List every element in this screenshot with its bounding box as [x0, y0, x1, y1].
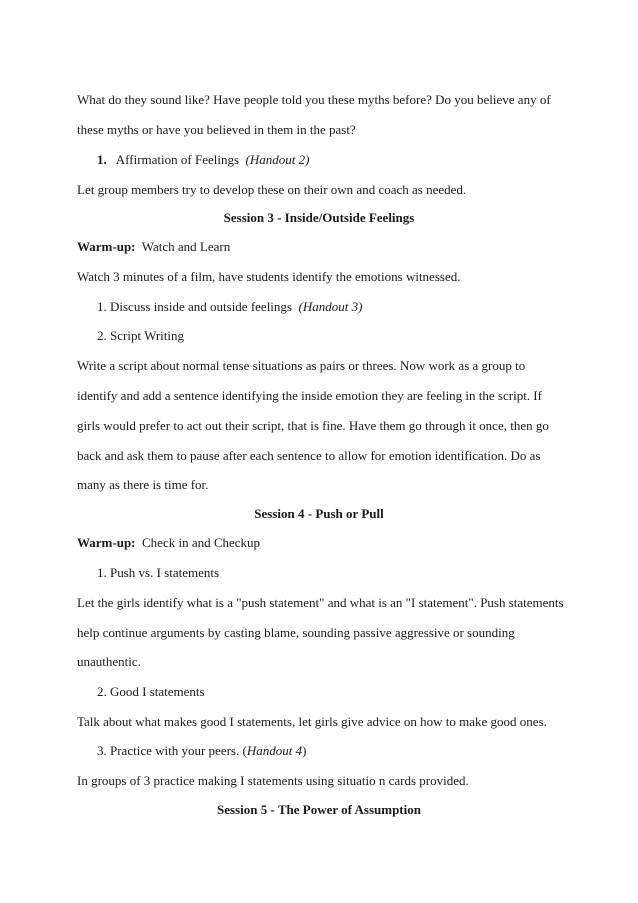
handout-reference: Handout 4	[246, 743, 303, 758]
paragraph-line: Let group members try to develop these on their own and coach as needed.	[77, 182, 467, 197]
handout-reference: (Handout 2)	[245, 152, 310, 167]
paragraph-line: help continue arguments by casting blame, sounding passive aggressive or sounding	[77, 625, 515, 640]
paragraph-line: these myths or have you believed in them in the past?	[77, 122, 356, 137]
session-heading: Session 3 - Inside/Outside Feelings	[223, 210, 415, 225]
warm-up-line	[77, 239, 577, 255]
paragraph-line: Talk about what makes good I statements, let girls give advice on how to make good ones.	[77, 714, 547, 729]
list-item-text-end: )	[302, 743, 307, 758]
session-heading: Session 4 - Push or Pull	[254, 506, 384, 521]
paragraph-line: many as there is time for.	[77, 477, 209, 492]
paragraph-line: back and ask them to pause after each sentence to allow for emotion identification. Do as	[77, 448, 541, 463]
list-item	[97, 152, 597, 168]
list-number: 1.	[97, 152, 107, 167]
list-item-text: Affirmation of Feelings	[115, 152, 240, 167]
paragraph-line: Write a script about normal tense situations as pairs or threes. Now work as a group to	[77, 358, 526, 373]
list-item-text: 1. Discuss inside and outside feelings	[97, 299, 292, 314]
warm-up-label: Warm-up:	[77, 239, 136, 254]
paragraph-line: unauthentic.	[77, 654, 141, 669]
handout-reference: (Handout 3)	[298, 299, 363, 314]
list-item	[97, 743, 597, 759]
list-item: 2. Script Writing	[97, 328, 184, 343]
warm-up-text: Check in and Checkup	[142, 535, 261, 550]
session-heading: Session 5 - The Power of Assumption	[217, 802, 421, 817]
paragraph-line: What do they sound like? Have people told you these myths before? Do you believe any of	[77, 92, 551, 107]
paragraph-line: identify and add a sentence identifying the inside emotion they are feeling in the script. If	[77, 388, 542, 403]
paragraph-line: Let the girls identify what is a "push statement" and what is an "I statement". Push statements	[77, 595, 564, 610]
paragraph-line: Watch 3 minutes of a film, have students identify the emotions witnessed.	[77, 269, 461, 284]
warm-up-text: Watch and Learn	[141, 239, 231, 254]
paragraph-line: In groups of 3 practice making I statements using situatio n cards provided.	[77, 773, 469, 788]
list-item: 1. Push vs. I statements	[97, 565, 220, 580]
warm-up-label: Warm-up:	[77, 535, 136, 550]
list-item-text: 3. Practice with your peers. (	[97, 743, 247, 758]
warm-up-line	[77, 535, 577, 551]
paragraph-line: girls would prefer to act out their script, that is fine. Have them go through it once, then go	[77, 418, 549, 433]
list-item: 2. Good I statements	[97, 684, 205, 699]
list-item	[97, 299, 597, 315]
